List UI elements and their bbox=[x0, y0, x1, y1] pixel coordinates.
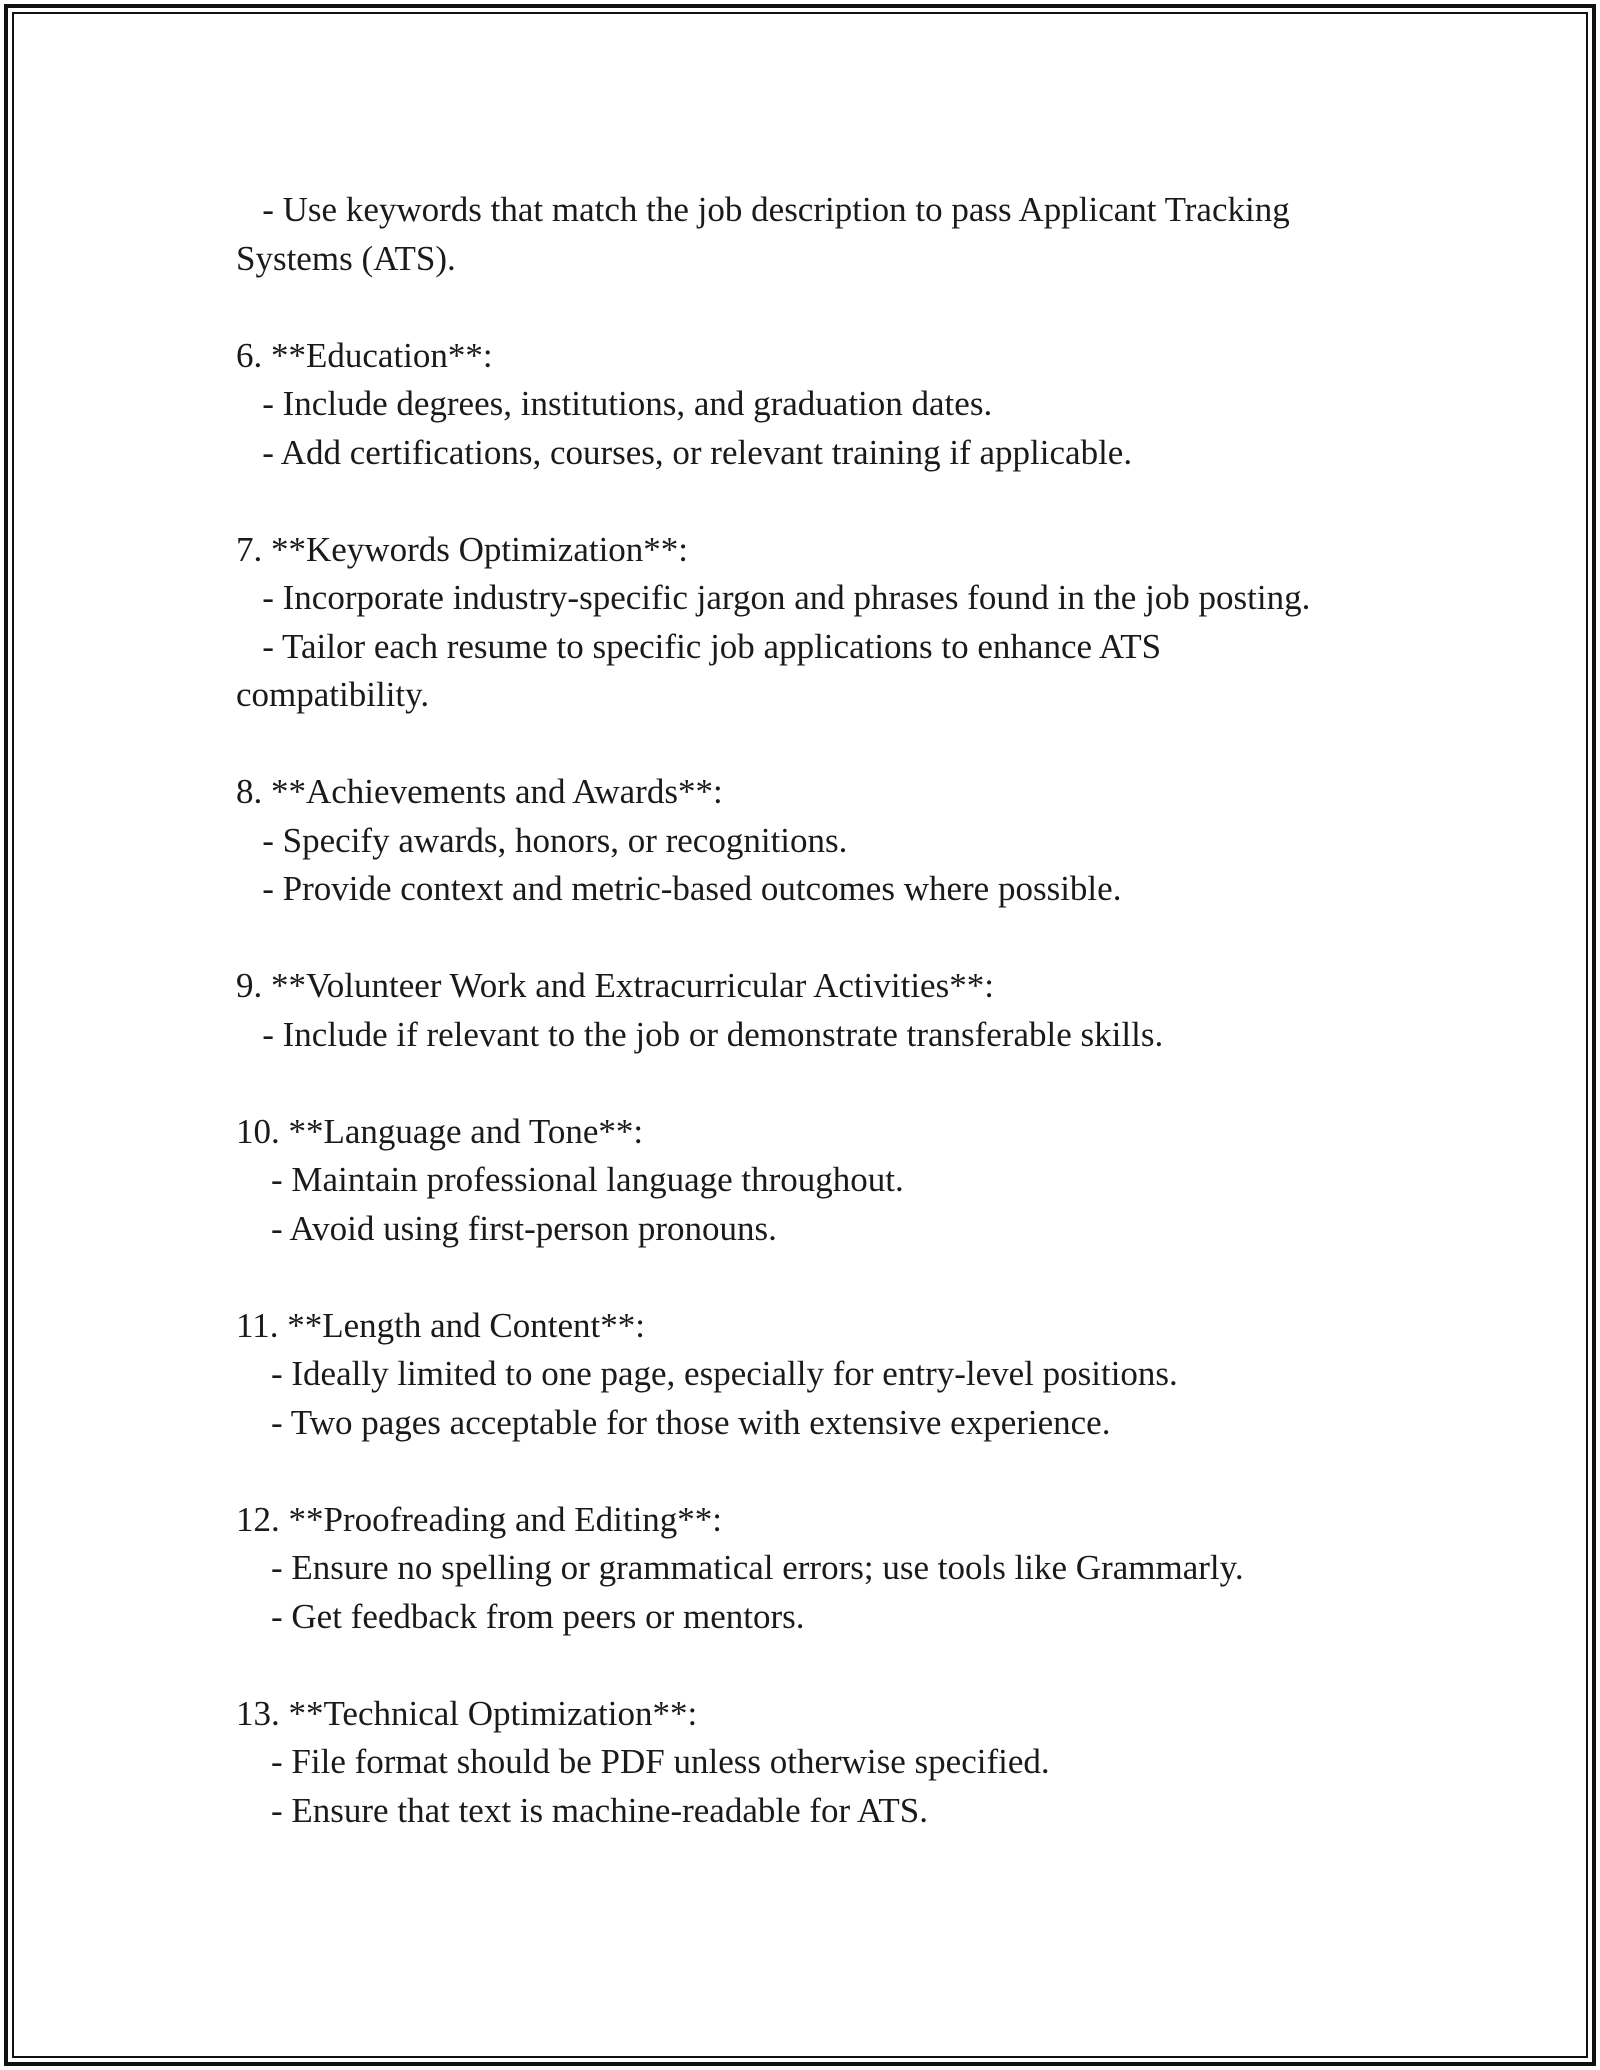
text-line: - Add certifications, courses, or relevant training if applicable. bbox=[236, 432, 1133, 472]
paragraph-gap bbox=[236, 720, 1416, 769]
text-line: - Include degrees, institutions, and graduation dates. bbox=[236, 384, 993, 423]
text-line: - Maintain professional language throughout. bbox=[236, 1160, 904, 1199]
paragraph-gap bbox=[236, 1253, 1416, 1302]
text-line: - Use keywords that match the job description to pass Applicant Tracking bbox=[236, 190, 1290, 229]
paragraph-gap bbox=[236, 477, 1416, 526]
text-line: - Get feedback from peers or mentors. bbox=[236, 1596, 805, 1636]
text-line: - File format should be PDF unless otherwise specified. bbox=[236, 1742, 1050, 1781]
text-line: - Avoid using first-person pronouns. bbox=[236, 1208, 777, 1248]
paragraph-gap bbox=[236, 1059, 1416, 1108]
paragraph-gap bbox=[236, 283, 1416, 332]
paragraph-gap bbox=[236, 914, 1416, 963]
section-heading: 12. **Proofreading and Editing**: bbox=[236, 1499, 723, 1539]
section-heading: 8. **Achievements and Awards**: bbox=[236, 772, 723, 811]
text-line: - Ensure no spelling or grammatical errors; use tools like Grammarly. bbox=[236, 1548, 1244, 1587]
section-heading: 11. **Length and Content**: bbox=[236, 1305, 645, 1345]
text-line: Systems (ATS). bbox=[236, 238, 456, 278]
text-line: - Ensure that text is machine-readable for ATS. bbox=[236, 1790, 929, 1830]
text-line: - Ideally limited to one page, especially for entry-level positions. bbox=[236, 1354, 1178, 1393]
document-body bbox=[236, 186, 1416, 1835]
text-line: - Tailor each resume to specific job applications to enhance ATS bbox=[236, 626, 1162, 666]
text-line: - Provide context and metric-based outcomes where possible. bbox=[236, 869, 1122, 908]
section-heading: 6. **Education**: bbox=[236, 335, 493, 375]
text-line: - Include if relevant to the job or demonstrate transferable skills. bbox=[236, 1014, 1164, 1054]
section-heading: 10. **Language and Tone**: bbox=[236, 1111, 644, 1151]
text-line: - Specify awards, honors, or recognitions. bbox=[236, 820, 848, 860]
paragraph-gap bbox=[236, 1641, 1416, 1690]
section-heading: 7. **Keywords Optimization**: bbox=[236, 529, 689, 569]
text-line: - Two pages acceptable for those with extensive experience. bbox=[236, 1402, 1111, 1442]
section-heading: 13. **Technical Optimization**: bbox=[236, 1693, 698, 1733]
paragraph-gap bbox=[236, 1447, 1416, 1496]
text-line: compatibility. bbox=[236, 675, 430, 714]
section-heading: 9. **Volunteer Work and Extracurricular Activities**: bbox=[236, 966, 994, 1005]
text-line: - Incorporate industry-specific jargon and phrases found in the job posting. bbox=[236, 578, 1311, 617]
